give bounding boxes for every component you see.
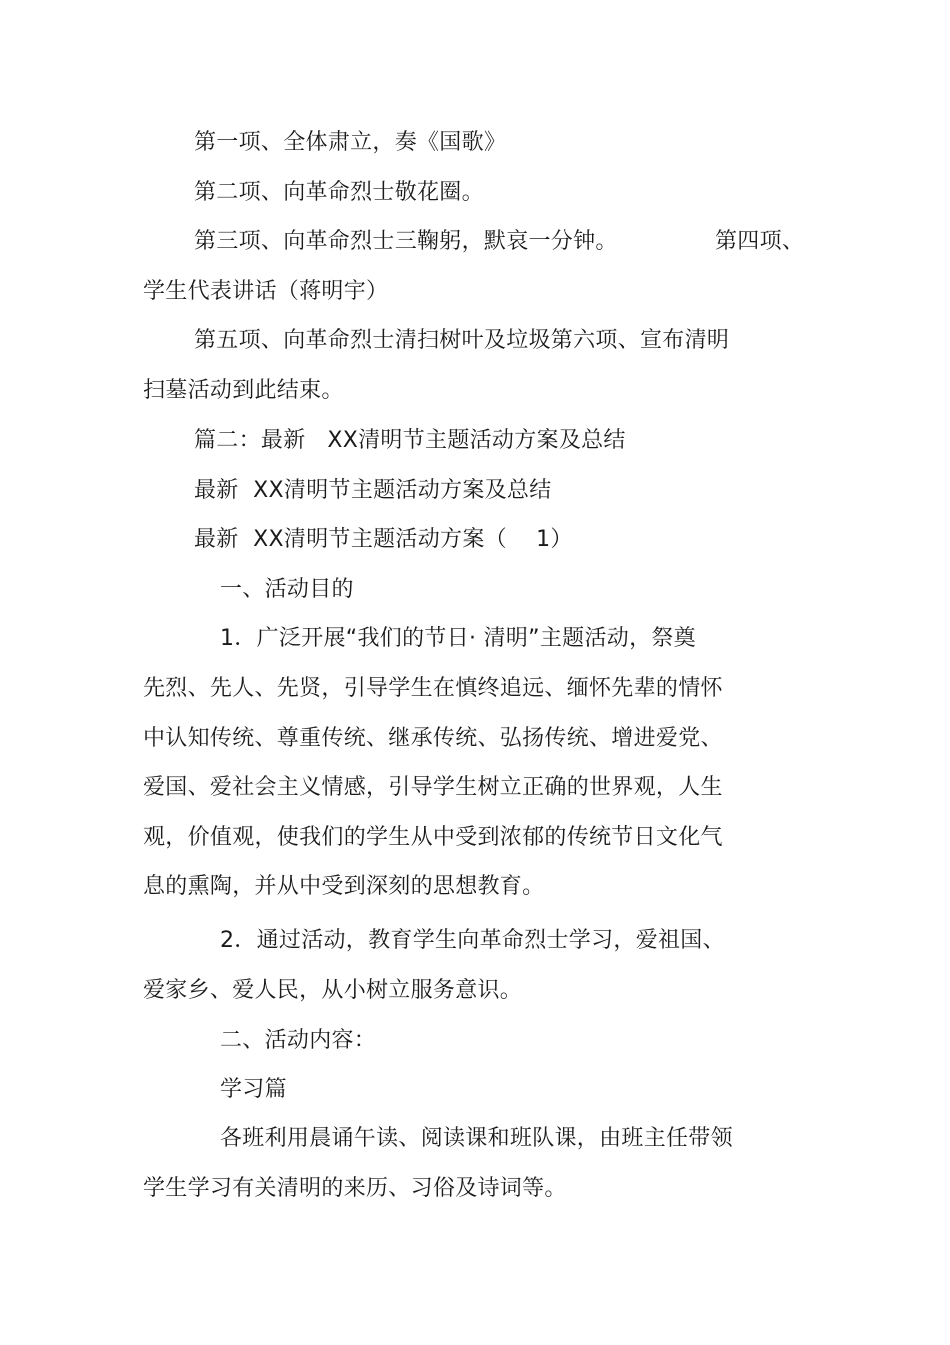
section-heading: 一、活动目的 bbox=[220, 577, 354, 602]
text-line: 观，价值观，使我们的学生从中受到浓郁的传统节日文化气 bbox=[143, 825, 723, 850]
text-line: 第五项、向革命烈士清扫树叶及垃圾第六项、宣布清明 bbox=[194, 328, 730, 353]
text-line: 爱国、爱社会主义情感，引导学生树立正确的世界观，人生 bbox=[143, 775, 723, 800]
text-line: 2．通过活动，教育学生向革命烈士学习，爱祖国、 bbox=[220, 928, 725, 953]
text-line: 第四项、 bbox=[715, 229, 805, 254]
text-line: 息的熏陶，并从中受到深刻的思想教育。 bbox=[143, 874, 545, 899]
text-line: 最新 XX清明节主题活动方案及总结 bbox=[194, 478, 552, 503]
section-heading: 二、活动内容： bbox=[220, 1028, 377, 1053]
text-line: 扫墓活动到此结束。 bbox=[143, 378, 344, 403]
text-line: 第二项、向革命烈士敬花圈。 bbox=[194, 180, 484, 205]
text-line: 学生学习有关清明的来历、习俗及诗词等。 bbox=[143, 1176, 567, 1201]
text-line: 篇二：最新 XX清明节主题活动方案及总结 bbox=[194, 428, 626, 453]
text-line: 各班利用晨诵午读、阅读课和班队课，由班主任带领 bbox=[220, 1126, 733, 1151]
text-line: 第三项、向革命烈士三鞠躬，默哀一分钟。 bbox=[194, 229, 618, 254]
text-line: 先烈、先人、先贤，引导学生在慎终追远、缅怀先辈的情怀 bbox=[143, 676, 723, 701]
text-line: 第一项、全体肃立，奏《国歌》 bbox=[194, 130, 507, 155]
text-line: 中认知传统、尊重传统、继承传统、弘扬传统、增进爱党、 bbox=[143, 726, 723, 751]
text-line: 学生代表讲话（蒋明宇） bbox=[143, 279, 389, 304]
subsection-heading: 学习篇 bbox=[220, 1077, 287, 1102]
text-line: 爱家乡、爱人民，从小树立服务意识。 bbox=[143, 978, 523, 1003]
text-line: 1．广泛开展“我们的节日· 清明”主题活动，祭奠 bbox=[220, 626, 696, 651]
text-line: 最新 XX清明节主题活动方案（ 1） bbox=[194, 527, 573, 552]
